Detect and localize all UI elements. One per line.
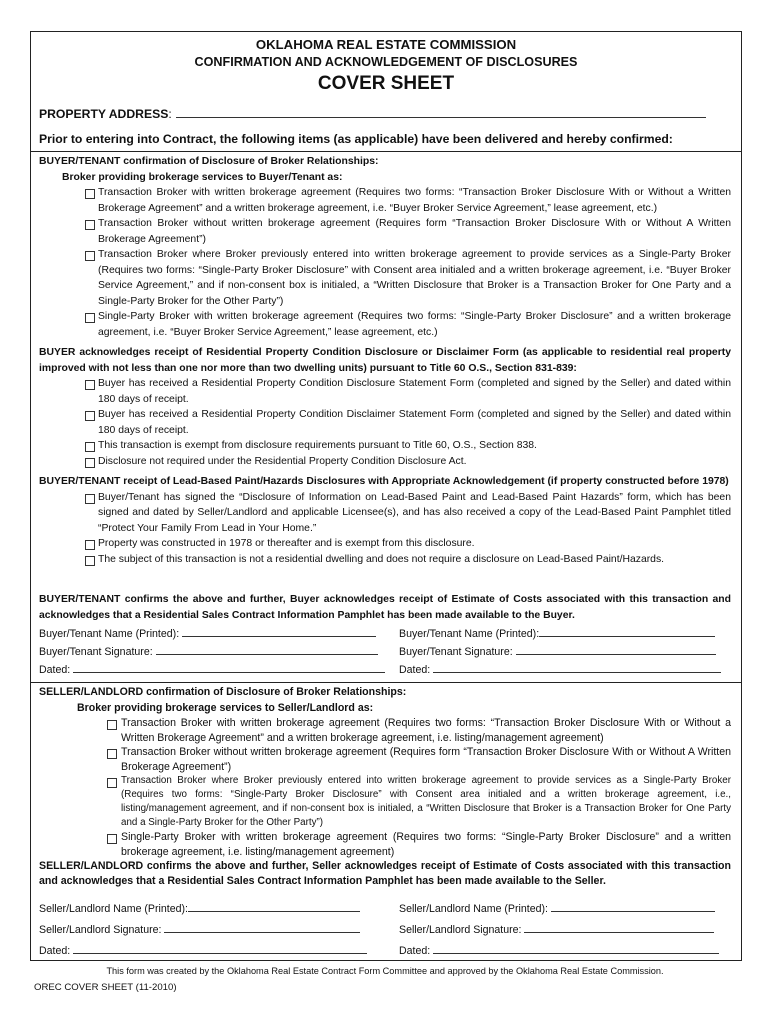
- divider: [31, 682, 741, 683]
- checkbox[interactable]: [85, 313, 95, 323]
- list-item: [39, 407, 731, 438]
- form-subtitle: CONFIRMATION AND ACKNOWLEDGEMENT OF DISCLOSURES: [194, 55, 578, 69]
- property-condition-heading: BUYER acknowledges receipt of Residential Property Condition Disclosure or Disclaimer Form (as applicable to residential real property improved with not less than one nor more than two dwelling units) pursuant to Title 60 O.S., Section 831-839:: [39, 347, 731, 374]
- checkbox[interactable]: [85, 556, 95, 566]
- buyer-broker-section: [39, 154, 731, 340]
- checkbox[interactable]: [85, 458, 95, 468]
- item-text: Buyer has received a Residential Property Condition Disclaimer Statement Form (completed and signed by the Seller) and dated within 180 days of receipt.: [98, 409, 731, 436]
- item-text: Transaction Broker with written brokerage agreement (Requires two forms: “Transaction Broker Disclosure With or Without a Written Brokerage Agreement” and a written brokerage agreement, i.e. listing/management agreement): [121, 717, 731, 744]
- list-item: [39, 216, 731, 247]
- form-frame: [30, 31, 742, 961]
- list-item: [39, 454, 731, 470]
- checkbox[interactable]: [85, 442, 95, 452]
- list-item: [39, 830, 731, 859]
- field-label: Seller/Landlord Name (Printed):: [399, 903, 548, 915]
- list-item: [39, 536, 731, 552]
- buyer-dated-field-1[interactable]: [39, 662, 385, 676]
- list-item: [39, 309, 731, 340]
- property-address-field[interactable]: [176, 106, 706, 118]
- footer-note: This form was created by the Oklahoma Real Estate Contract Form Committee and approved by the Oklahoma Real Estate Commission.: [106, 966, 664, 976]
- seller-signature-field-2[interactable]: [399, 922, 714, 936]
- item-text: Transaction Broker with written brokerage agreement (Requires two forms: “Transaction Broker Disclosure With or Without a Written Brokerage Agreement” and a written brokerage agreement, i.e. “Buyer Broker Service Agreement,” lease agreement, etc.): [98, 187, 731, 214]
- seller-dated-field-2[interactable]: [399, 943, 719, 957]
- buyer-name-field-1[interactable]: [39, 626, 376, 640]
- prior-statement: Prior to entering into Contract, the following items (as applicable) have been delivered and hereby confirmed:: [39, 132, 673, 146]
- item-text: Buyer/Tenant has signed the “Disclosure of Information on Lead-Based Paint and Lead-Based Paint Hazards” form, which has been signed and dated by Seller/Landlord and applicable Licensee(s), and has also received a copy of the Lead-Based Paint Pamphlet titled “Protect Your Family From Lead in Your Home.”: [98, 491, 731, 534]
- field-label: Buyer/Tenant Signature:: [399, 646, 513, 658]
- lead-paint-section: [39, 474, 731, 567]
- list-item: [39, 490, 731, 537]
- item-text: Buyer has received a Residential Property Condition Disclosure Statement Form (completed and signed by the Seller) and dated within 180 days of receipt.: [98, 378, 731, 405]
- list-item: [39, 376, 731, 407]
- commission-title: OKLAHOMA REAL ESTATE COMMISSION: [255, 37, 517, 52]
- field-label: Dated:: [39, 664, 71, 676]
- page-title: COVER SHEET: [317, 73, 455, 94]
- seller-signature-field-1[interactable]: [39, 922, 360, 936]
- property-condition-section: [39, 345, 731, 469]
- field-label: Dated:: [399, 664, 431, 676]
- item-text: Transaction Broker without written brokerage agreement (Requires form “Transaction Broker Disclosure With or Without A Written Brokerage Agreement”): [121, 746, 731, 773]
- list-item: [39, 716, 731, 745]
- field-label: Seller/Landlord Signature:: [399, 924, 522, 936]
- buyer-signature-field-2[interactable]: [399, 644, 716, 658]
- checkbox[interactable]: [107, 834, 117, 844]
- buyer-confirmation: BUYER/TENANT confirms the above and further, Buyer acknowledges receipt of Estimate of Costs associated with this transaction and acknowledges that a Residential Sales Contract Information Pamphlet has been made available to the Buyer.: [39, 594, 731, 621]
- buyer-broker-subheading: Broker providing brokerage services to Buyer/Tenant as:: [62, 171, 343, 183]
- list-item: [39, 185, 731, 216]
- field-label: Buyer/Tenant Name (Printed):: [39, 628, 180, 640]
- item-text: Transaction Broker without written brokerage agreement (Requires form “Transaction Broker Disclosure With or Without A Written Brokerage Agreement”): [98, 218, 731, 245]
- lead-paint-heading: BUYER/TENANT receipt of Lead-Based Paint/Hazards Disclosures with Appropriate Acknowledgement (if property constructed before 1978): [39, 476, 729, 487]
- seller-name-field-2[interactable]: [399, 901, 715, 915]
- list-item: [39, 774, 731, 830]
- item-text: Transaction Broker where Broker previously entered into written brokerage agreement to provide services as a Single-Party Broker (Requires two forms: “Single-Party Broker Disclosure” with Consent area initialed and a written brokerage agreement, i.e., listing/management agreement, and if non-consent box is initialed, a “Written Disclosure that Broker is a Transaction Broker for One Party and a Single-Party Broker for the Other Party”): [121, 775, 731, 828]
- form-id: OREC COVER SHEET (11-2010): [34, 982, 177, 993]
- field-label: Dated:: [399, 945, 431, 957]
- checkbox[interactable]: [85, 540, 95, 550]
- checkbox[interactable]: [107, 749, 117, 759]
- seller-broker-section: [39, 685, 731, 889]
- field-label: Seller/Landlord Signature:: [39, 924, 162, 936]
- checkbox[interactable]: [85, 189, 95, 199]
- field-label: Dated:: [39, 945, 71, 957]
- list-item: [39, 438, 731, 454]
- buyer-dated-field-2[interactable]: [399, 662, 721, 676]
- seller-broker-heading: SELLER/LANDLORD confirmation of Disclosure of Broker Relationships:: [39, 686, 407, 698]
- buyer-name-field-2[interactable]: [399, 626, 715, 640]
- item-text: This transaction is exempt from disclosure requirements pursuant to Title 60, O.S., Section 838.: [98, 440, 537, 451]
- field-label: Buyer/Tenant Signature:: [39, 646, 153, 658]
- buyer-signature-field-1[interactable]: [39, 644, 378, 658]
- item-text: Transaction Broker where Broker previously entered into written brokerage agreement to provide services as a Single-Party Broker (Requires two forms: “Single-Party Broker Disclosure” with Consent area initialed and a written brokerage agreement, i.e. “Buyer Broker Service Agreement,” and if non-consent box is initialed, a “Written Disclosure that Broker is a Transaction Broker for One Party and a Single-Party Broker for the Other Party”): [98, 249, 731, 307]
- checkbox[interactable]: [85, 380, 95, 390]
- property-address-row: [39, 106, 719, 121]
- checkbox[interactable]: [85, 494, 95, 504]
- checkbox[interactable]: [107, 778, 117, 788]
- item-text: Single-Party Broker with written brokerage agreement (Requires two forms: “Single-Party Broker Disclosure” and a written brokerage agreement, i.e. “Buyer Broker Service Agreement,” lease agreement, etc.): [98, 311, 731, 338]
- field-label: Buyer/Tenant Name (Printed):: [399, 628, 540, 640]
- seller-dated-field-1[interactable]: [39, 943, 367, 957]
- property-address-colon: :: [168, 107, 172, 121]
- checkbox[interactable]: [107, 720, 117, 730]
- item-text: Disclosure not required under the Residential Property Condition Disclosure Act.: [98, 455, 467, 467]
- checkbox[interactable]: [85, 411, 95, 421]
- list-item: [39, 247, 731, 309]
- item-text: Single-Party Broker with written brokerage agreement (Requires two forms: “Single-Party Broker Disclosure” and a written brokerage agreement, i.e. listing/management agreement): [121, 831, 731, 858]
- item-text: Property was constructed in 1978 or thereafter and is exempt from this disclosure.: [98, 538, 475, 549]
- seller-name-field-1[interactable]: [39, 901, 360, 915]
- property-address-label: PROPERTY ADDRESS: [39, 107, 169, 121]
- seller-confirmation: SELLER/LANDLORD confirms the above and further, Seller acknowledges receipt of Estimate of Costs associated with this transaction and acknowledges that a Residential Sales Contract Information Pamphlet has been made available to the Seller.: [39, 860, 731, 887]
- buyer-broker-heading: BUYER/TENANT confirmation of Disclosure of Broker Relationships:: [39, 156, 379, 167]
- item-text: The subject of this transaction is not a residential dwelling and does not require a disclosure on Lead-Based Paint/Hazards.: [98, 553, 665, 565]
- list-item: [39, 552, 731, 568]
- field-label: Seller/Landlord Name (Printed):: [39, 903, 188, 915]
- checkbox[interactable]: [85, 220, 95, 230]
- divider: [31, 151, 741, 152]
- seller-broker-subheading: Broker providing brokerage services to Seller/Landlord as:: [77, 701, 374, 714]
- list-item: [39, 745, 731, 774]
- checkbox[interactable]: [85, 251, 95, 261]
